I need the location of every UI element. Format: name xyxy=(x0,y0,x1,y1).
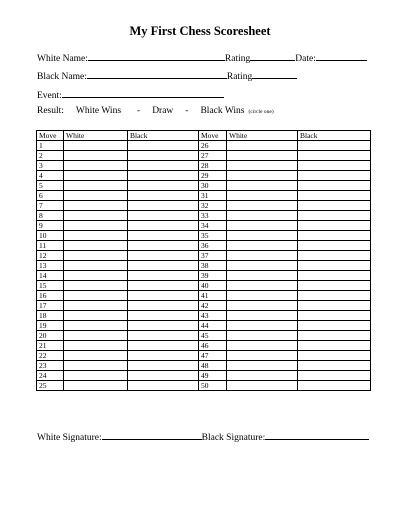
event-row xyxy=(37,88,224,101)
move-number: 20 xyxy=(37,331,64,341)
white-move-cell[interactable] xyxy=(64,141,128,151)
black-move-cell[interactable] xyxy=(298,351,371,361)
result-row xyxy=(37,106,274,116)
move-number: 22 xyxy=(37,351,64,361)
table-row xyxy=(37,241,371,251)
table-row xyxy=(37,311,371,321)
move-number: 16 xyxy=(37,291,64,301)
move-number: 2 xyxy=(37,151,64,161)
white-move-cell[interactable] xyxy=(64,201,128,211)
white-move-cell[interactable] xyxy=(64,211,128,221)
black-move-cell[interactable] xyxy=(298,201,371,211)
black-move-cell[interactable] xyxy=(298,251,371,261)
white-move-cell[interactable] xyxy=(64,281,128,291)
header-move-right: Move xyxy=(199,131,227,141)
table-row xyxy=(37,291,371,301)
white-move-cell[interactable] xyxy=(64,371,128,381)
black-move-cell[interactable] xyxy=(298,311,371,321)
black-move-cell[interactable] xyxy=(128,291,199,301)
header-black-left: Black xyxy=(128,131,199,141)
black-move-cell[interactable] xyxy=(128,301,199,311)
table-row xyxy=(37,201,371,211)
white-move-cell[interactable] xyxy=(64,151,128,161)
white-move-cell[interactable] xyxy=(227,351,298,361)
move-number: 7 xyxy=(37,201,64,211)
white-move-cell[interactable] xyxy=(64,251,128,261)
white-move-cell[interactable] xyxy=(227,231,298,241)
page-title: My First Chess Scoresheet xyxy=(129,24,271,38)
move-number: 19 xyxy=(37,321,64,331)
table-row xyxy=(37,251,371,261)
black-move-cell[interactable] xyxy=(298,361,371,371)
score-table xyxy=(36,130,371,391)
black-move-cell[interactable] xyxy=(128,361,199,371)
black-move-cell[interactable] xyxy=(128,251,199,261)
white-move-cell[interactable] xyxy=(64,291,128,301)
white-move-cell[interactable] xyxy=(227,341,298,351)
black-move-cell[interactable] xyxy=(128,311,199,321)
event-field[interactable] xyxy=(62,88,224,98)
move-number: 41 xyxy=(199,291,227,301)
black-rating-field[interactable] xyxy=(252,69,297,79)
white-move-cell[interactable] xyxy=(227,271,298,281)
result-black-wins[interactable]: Black Wins xyxy=(200,106,245,116)
table-row xyxy=(37,351,371,361)
black-move-cell[interactable] xyxy=(128,271,199,281)
move-number: 3 xyxy=(37,161,64,171)
black-move-cell[interactable] xyxy=(298,301,371,311)
move-number: 33 xyxy=(199,211,227,221)
white-name-label: White Name: xyxy=(37,54,88,64)
white-move-cell[interactable] xyxy=(227,321,298,331)
black-move-cell[interactable] xyxy=(128,381,199,391)
white-move-cell[interactable] xyxy=(64,351,128,361)
black-move-cell[interactable] xyxy=(128,181,199,191)
white-move-cell[interactable] xyxy=(64,361,128,371)
table-row xyxy=(37,381,371,391)
white-move-cell[interactable] xyxy=(227,251,298,261)
result-dash-2: - xyxy=(185,106,189,116)
move-number: 29 xyxy=(199,171,227,181)
black-move-cell[interactable] xyxy=(298,341,371,351)
white-rating-label: Rating xyxy=(224,54,251,64)
white-move-cell[interactable] xyxy=(64,331,128,341)
black-move-cell[interactable] xyxy=(298,181,371,191)
move-number: 5 xyxy=(37,181,64,191)
move-number: 24 xyxy=(37,371,64,381)
move-number: 49 xyxy=(199,371,227,381)
white-move-cell[interactable] xyxy=(64,311,128,321)
black-name-row xyxy=(37,69,297,82)
black-move-cell[interactable] xyxy=(298,171,371,181)
black-move-cell[interactable] xyxy=(298,281,371,291)
black-signature-field[interactable] xyxy=(265,430,369,440)
move-number: 32 xyxy=(199,201,227,211)
black-move-cell[interactable] xyxy=(128,161,199,171)
white-move-cell[interactable] xyxy=(64,221,128,231)
white-move-cell[interactable] xyxy=(227,261,298,271)
move-number: 28 xyxy=(199,161,227,171)
white-move-cell[interactable] xyxy=(64,261,128,271)
black-name-label: Black Name: xyxy=(37,72,87,82)
white-move-cell[interactable] xyxy=(227,361,298,371)
move-number: 47 xyxy=(199,351,227,361)
table-row xyxy=(37,321,371,331)
white-move-cell[interactable] xyxy=(227,181,298,191)
white-move-cell[interactable] xyxy=(64,191,128,201)
move-number: 27 xyxy=(199,151,227,161)
header-move-left: Move xyxy=(37,131,64,141)
move-number: 35 xyxy=(199,231,227,241)
move-number: 37 xyxy=(199,251,227,261)
move-number: 10 xyxy=(37,231,64,241)
white-move-cell[interactable] xyxy=(64,341,128,351)
move-number: 44 xyxy=(199,321,227,331)
white-move-cell[interactable] xyxy=(227,371,298,381)
white-name-row xyxy=(37,51,367,64)
white-move-cell[interactable] xyxy=(227,301,298,311)
move-number: 17 xyxy=(37,301,64,311)
white-name-field[interactable] xyxy=(88,51,225,61)
black-move-cell[interactable] xyxy=(128,141,199,151)
white-move-cell[interactable] xyxy=(227,191,298,201)
black-rating-label: Rating xyxy=(226,72,253,82)
table-row xyxy=(37,271,371,281)
move-number: 43 xyxy=(199,311,227,321)
move-number: 38 xyxy=(199,261,227,271)
black-move-cell[interactable] xyxy=(298,141,371,151)
date-field[interactable] xyxy=(316,51,367,61)
table-row xyxy=(37,331,371,341)
header-white-left: White xyxy=(64,131,128,141)
result-label: Result: xyxy=(37,106,64,116)
white-move-cell[interactable] xyxy=(227,281,298,291)
black-move-cell[interactable] xyxy=(298,261,371,271)
black-move-cell[interactable] xyxy=(128,231,199,241)
move-number: 1 xyxy=(37,141,64,151)
result-draw[interactable]: Draw xyxy=(152,106,174,116)
move-number: 30 xyxy=(199,181,227,191)
black-move-cell[interactable] xyxy=(298,211,371,221)
black-move-cell[interactable] xyxy=(128,221,199,231)
black-move-cell[interactable] xyxy=(128,351,199,361)
move-number: 39 xyxy=(199,271,227,281)
move-number: 4 xyxy=(37,171,64,181)
black-move-cell[interactable] xyxy=(128,331,199,341)
white-move-cell[interactable] xyxy=(64,301,128,311)
black-move-cell[interactable] xyxy=(128,201,199,211)
event-label: Event: xyxy=(37,91,62,101)
move-number: 8 xyxy=(37,211,64,221)
black-move-cell[interactable] xyxy=(298,151,371,161)
black-move-cell[interactable] xyxy=(298,231,371,241)
black-move-cell[interactable] xyxy=(298,221,371,231)
white-move-cell[interactable] xyxy=(64,161,128,171)
move-number: 23 xyxy=(37,361,64,371)
table-row xyxy=(37,191,371,201)
move-number: 50 xyxy=(199,381,227,391)
table-row xyxy=(37,341,371,351)
black-move-cell[interactable] xyxy=(298,321,371,331)
black-move-cell[interactable] xyxy=(128,261,199,271)
table-row xyxy=(37,301,371,311)
table-row xyxy=(37,171,371,181)
move-number: 26 xyxy=(199,141,227,151)
white-move-cell[interactable] xyxy=(227,161,298,171)
white-signature-label: White Signature: xyxy=(37,433,102,443)
move-number: 15 xyxy=(37,281,64,291)
white-move-cell[interactable] xyxy=(227,241,298,251)
move-number: 9 xyxy=(37,221,64,231)
move-number: 25 xyxy=(37,381,64,391)
table-row xyxy=(37,261,371,271)
result-dash-1: - xyxy=(137,106,141,116)
white-move-cell[interactable] xyxy=(227,311,298,321)
black-move-cell[interactable] xyxy=(128,241,199,251)
result-white-wins[interactable]: White Wins xyxy=(75,106,122,116)
move-number: 34 xyxy=(199,221,227,231)
date-label: Date: xyxy=(295,54,316,64)
table-row xyxy=(37,361,371,371)
white-move-cell[interactable] xyxy=(227,211,298,221)
table-row xyxy=(37,181,371,191)
white-move-cell[interactable] xyxy=(227,291,298,301)
black-move-cell[interactable] xyxy=(128,151,199,161)
black-signature-label: Black Signature: xyxy=(201,433,266,443)
table-body xyxy=(37,141,371,391)
table-row xyxy=(37,221,371,231)
black-move-cell[interactable] xyxy=(298,371,371,381)
move-number: 36 xyxy=(199,241,227,251)
table-row xyxy=(37,371,371,381)
white-move-cell[interactable] xyxy=(64,321,128,331)
black-move-cell[interactable] xyxy=(298,271,371,281)
move-number: 11 xyxy=(37,241,64,251)
black-move-cell[interactable] xyxy=(298,161,371,171)
move-number: 13 xyxy=(37,261,64,271)
signature-row xyxy=(37,430,369,443)
table-row xyxy=(37,141,371,151)
header-black-right: Black xyxy=(298,131,371,141)
move-number: 45 xyxy=(199,331,227,341)
black-move-cell[interactable] xyxy=(298,331,371,341)
circle-one-note: (circle one) xyxy=(248,109,274,115)
table-header-row xyxy=(37,131,371,141)
black-move-cell[interactable] xyxy=(298,291,371,301)
black-move-cell[interactable] xyxy=(298,241,371,251)
black-name-field[interactable] xyxy=(87,69,227,79)
move-number: 21 xyxy=(37,341,64,351)
white-move-cell[interactable] xyxy=(64,381,128,391)
move-number: 42 xyxy=(199,301,227,311)
black-move-cell[interactable] xyxy=(128,171,199,181)
white-move-cell[interactable] xyxy=(227,171,298,181)
move-number: 31 xyxy=(199,191,227,201)
black-move-cell[interactable] xyxy=(128,191,199,201)
white-move-cell[interactable] xyxy=(227,221,298,231)
white-rating-field[interactable] xyxy=(250,51,295,61)
move-number: 6 xyxy=(37,191,64,201)
move-number: 14 xyxy=(37,271,64,281)
white-signature-field[interactable] xyxy=(102,430,202,440)
white-move-cell[interactable] xyxy=(227,141,298,151)
black-move-cell[interactable] xyxy=(128,341,199,351)
white-move-cell[interactable] xyxy=(227,381,298,391)
move-number: 40 xyxy=(199,281,227,291)
black-move-cell[interactable] xyxy=(298,381,371,391)
black-move-cell[interactable] xyxy=(128,371,199,381)
white-move-cell[interactable] xyxy=(227,331,298,341)
table-row xyxy=(37,281,371,291)
table-row xyxy=(37,161,371,171)
white-move-cell[interactable] xyxy=(64,271,128,281)
white-move-cell[interactable] xyxy=(64,181,128,191)
white-move-cell[interactable] xyxy=(64,231,128,241)
move-number: 12 xyxy=(37,251,64,261)
table-row xyxy=(37,231,371,241)
white-move-cell[interactable] xyxy=(64,171,128,181)
black-move-cell[interactable] xyxy=(128,211,199,221)
black-move-cell[interactable] xyxy=(298,191,371,201)
black-move-cell[interactable] xyxy=(128,281,199,291)
black-move-cell[interactable] xyxy=(128,321,199,331)
table-row xyxy=(37,151,371,161)
header-white-right: White xyxy=(227,131,298,141)
white-move-cell[interactable] xyxy=(64,241,128,251)
table-row xyxy=(37,211,371,221)
move-number: 18 xyxy=(37,311,64,321)
white-move-cell[interactable] xyxy=(227,201,298,211)
move-number: 46 xyxy=(199,341,227,351)
move-number: 48 xyxy=(199,361,227,371)
white-move-cell[interactable] xyxy=(227,151,298,161)
